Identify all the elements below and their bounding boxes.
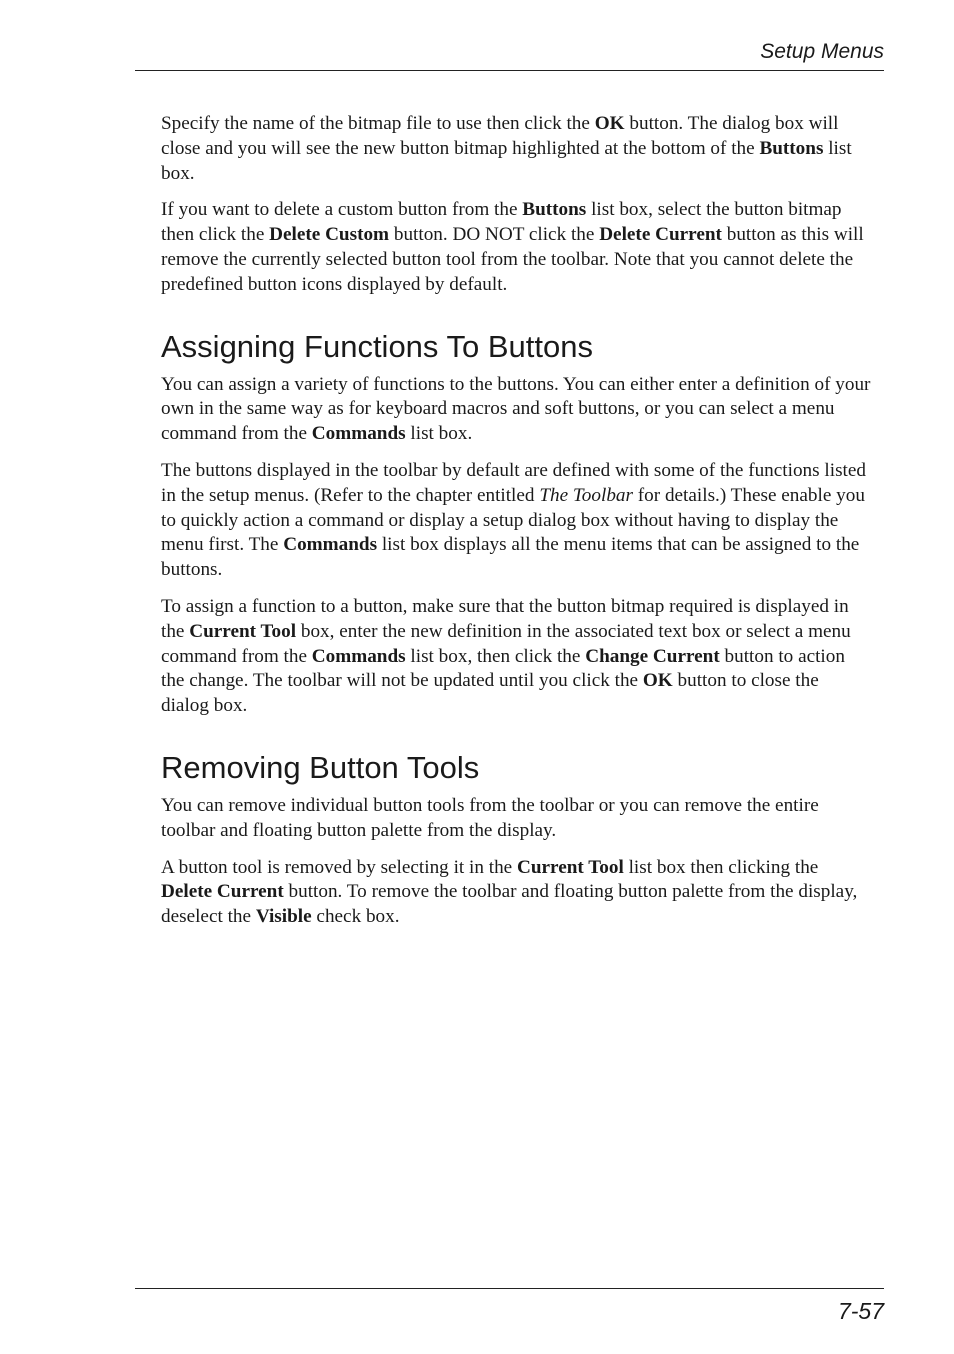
bold-term: Commands: [311, 423, 406, 445]
italic-term: The Toolbar: [539, 484, 633, 506]
bold-term: OK: [594, 113, 625, 134]
assigning-paragraph-3: To assign a function to a button, make sure that the button bitmap required is displayed in the Current Tool box, enter the new definition in the associated text box or select a menu command from the Commands list box, then click the Change Current button to action the change. The toolbar will not be updated until you click the OK button to close the dialog box.: [161, 595, 851, 717]
bold-term: Commands: [283, 534, 378, 556]
intro-paragraph-2: If you want to delete a custom button from the Buttons list box, select the button bitmap then click the Delete Custom button. DO NOT click the Delete Current button as this will remove the currently selected button tool from the toolbar. Note that you cannot delete the predefined button icons displayed by default.: [161, 199, 864, 295]
assigning-paragraph-2: The buttons displayed in the toolbar by default are defined with some of the functions listed in the setup menus. (Refer to the chapter entitled The Toolbar for details.) These enable you to quickly action a command or display a setup dialog box without having to display the menu first. The Commands list box displays all the menu items that can be assigned to the buttons.: [161, 459, 866, 581]
page-number: 7-57: [837, 1298, 884, 1324]
intro-paragraph-1: Specify the name of the bitmap file to use then click the OK button. The dialog box will close and you will see the new button bitmap highlighted at the bottom of the Buttons list box.: [161, 113, 852, 184]
footer-rule: [135, 1288, 884, 1289]
page-content: [161, 112, 871, 942]
bold-term: Delete Custom: [269, 224, 390, 246]
section-heading-assigning-functions: Assigning Functions To Buttons: [161, 328, 593, 364]
bold-term: Delete Current: [599, 224, 722, 246]
bold-term: Current Tool: [189, 620, 297, 642]
bold-term: Buttons: [759, 137, 824, 159]
bold-term: Change Current: [585, 645, 720, 667]
assigning-paragraph-1: You can assign a variety of functions to the buttons. You can either enter a definition of your own in the same way as for keyboard macros and soft buttons, or you can select a menu command from the Commands list box.: [161, 373, 871, 445]
removing-paragraph-2: A button tool is removed by selecting it in the Current Tool list box then clicking the Delete Current button. To remove the toolbar and floating button palette from the display, deselect the Visible check box.: [161, 856, 858, 928]
removing-paragraph-1: You can remove individual button tools from the toolbar or you can remove the entire toolbar and floating button palette from the display.: [161, 794, 819, 841]
section-heading-removing-tools: Removing Button Tools: [161, 749, 480, 785]
bold-term: Visible: [255, 906, 312, 928]
running-header: Setup Menus: [760, 40, 884, 63]
header-rule: [135, 70, 884, 71]
bold-term: OK: [642, 670, 673, 692]
bold-term: Delete Current: [161, 881, 284, 903]
bold-term: Buttons: [522, 199, 587, 221]
bold-term: Commands: [311, 645, 406, 667]
bold-term: Current Tool: [517, 856, 624, 878]
